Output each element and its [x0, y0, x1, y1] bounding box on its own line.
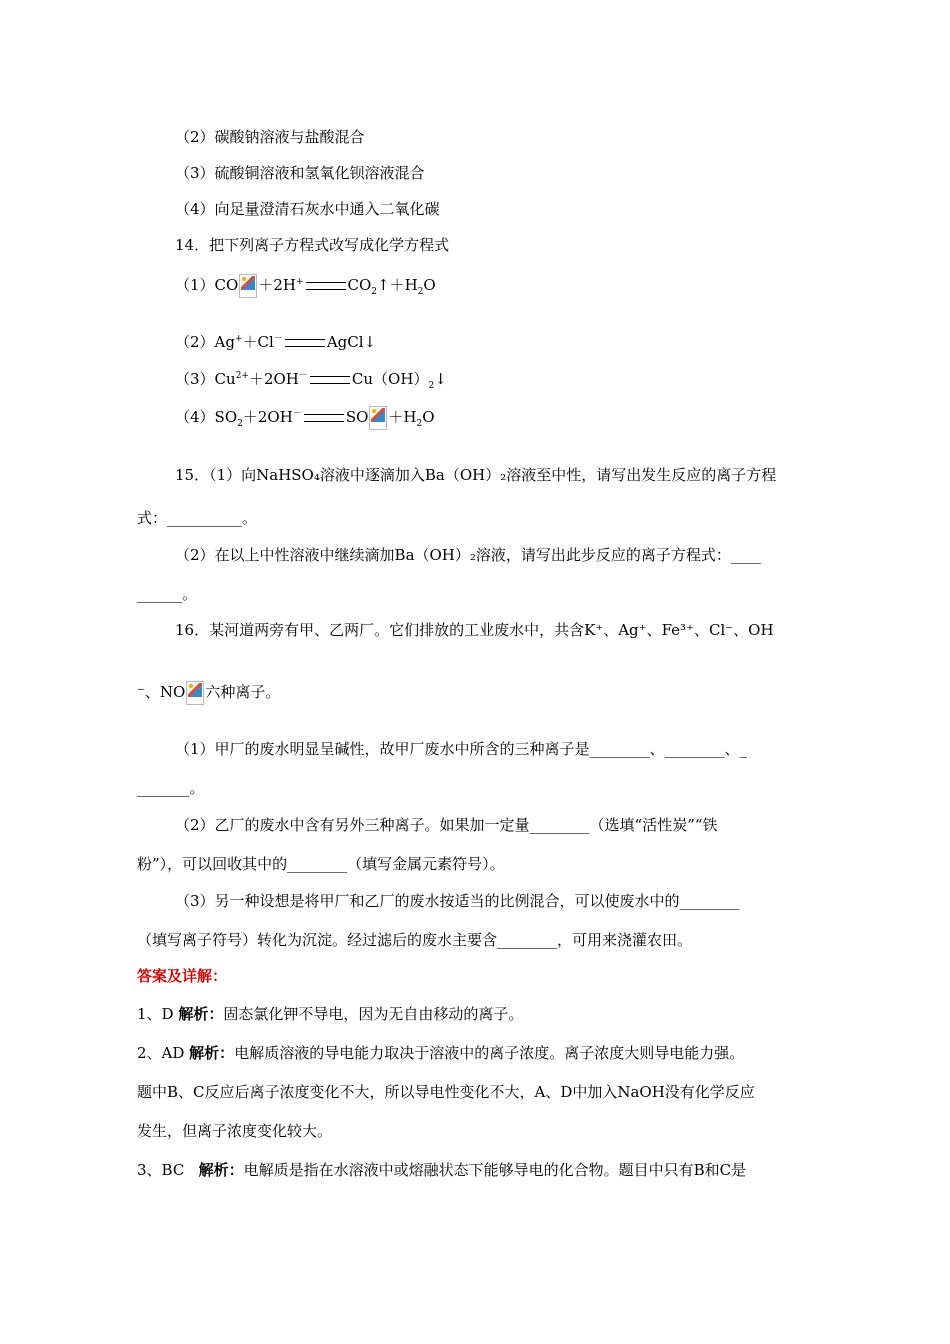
q16-sub2: （2）乙厂的废水中含有另外三种离子。如果加一定量________（选填“活性炭”“铁 — [175, 816, 718, 834]
answer-2-tag: 解析： — [189, 1044, 235, 1062]
equals-sign — [285, 339, 325, 347]
equals-sign — [306, 282, 346, 290]
q16-sub2-cont: 粉”），可以回收其中的________（填写金属元素符号）。 — [137, 855, 505, 873]
q16-sub3: （3）另一种设想是将甲厂和乙厂的废水按适当的比例混合，可以使废水中的________ — [175, 892, 740, 910]
q16-sub3-cont: （填写离子符号）转化为沉淀。经过滤后的废水主要含________，可用来浇灌农田。 — [137, 931, 693, 949]
eq3-rhs-a: Cu（OH） — [351, 370, 429, 388]
broken-image-icon — [239, 274, 257, 298]
answer-2-text: 电解质溶液的导电能力取决于溶液中的离子浓度。离子浓度大则导电能力强。 — [234, 1044, 745, 1062]
answer-3-text: 电解质是指在水溶液中或熔融状态下能够导电的化合物。题目中只有B和C是 — [243, 1161, 747, 1179]
answer-3-num: 3、BC — [137, 1161, 199, 1179]
answer-2-line3: 发生，但离子浓度变化较大。 — [137, 1122, 333, 1140]
q13-item-4: （4）向足量澄清石灰水中通入二氧化碳 — [175, 200, 440, 218]
equals-sign — [310, 376, 350, 384]
eq2-lhs: （2）Ag — [175, 333, 235, 351]
q15-part1-cont: 式：__________。 — [137, 509, 258, 527]
q14-title: 14．把下列离子方程式改写成化学方程式 — [175, 236, 450, 254]
eq3-rhs-b: ↓ — [434, 370, 447, 388]
answer-2-line2: 题中B、C反应后离子浓度变化不大，所以导电性变化不大，A、D中加入NaOH没有化学反应 — [137, 1083, 755, 1101]
eq2-rhs: AgCl↓ — [326, 333, 377, 351]
eq4-rhs-c: O — [422, 408, 435, 426]
q14-eq3: $(3)Cu^{2+}+2OH^-$ $Cu(OH)_2↓$ — [175, 370, 447, 391]
answer-1 — [137, 1004, 523, 1024]
eq4-rhs-b: ＋H — [388, 408, 417, 426]
q13-item-3: （3）硫酸铜溶液和氢氧化钡溶液混合 — [175, 164, 425, 182]
eq1-mid: ＋2H — [258, 276, 296, 294]
eq3-lhs: （3）Cu — [175, 370, 236, 388]
q16-sub1: （1）甲厂的废水明显呈碱性，故甲厂废水中所含的三种离子是________、________、_ — [175, 740, 748, 758]
q15-part2: （2）在以上中性溶液中继续滴加Ba（OH）₂溶液，请写出此步反应的离子方程式：____ — [175, 546, 761, 564]
q15-part1: 15．（1）向NaHSO₄溶液中逐滴加入Ba（OH）₂溶液至中性，请写出发生反应的离子方程 — [175, 466, 777, 484]
broken-image-icon — [369, 406, 387, 430]
eq4-mid: ＋2OH — [242, 408, 293, 426]
eq2-mid: ＋Cl — [242, 333, 274, 351]
q16-ion-no: ⁻、NO — [137, 683, 186, 701]
eq1-rhs-c: O — [423, 276, 436, 294]
q13-item-2: （2）碳酸钠溶液与盐酸混合 — [175, 128, 365, 146]
answer-1-num: 1、D — [137, 1005, 179, 1023]
eq4-lhs: （4）SO — [175, 408, 238, 426]
q16-six-ions: 六种离子。 — [205, 683, 281, 701]
answer-1-tag: 解析： — [178, 1005, 224, 1023]
q16-intro: 16．某河道两旁有甲、乙两厂。它们排放的工业废水中，共含K⁺、Ag⁺、Fe³⁺、Cl⁻、OH — [175, 621, 774, 639]
q14-eq1: （1）CO ＋2H+ $CO_2↑+H_2O$ — [175, 276, 436, 297]
broken-image-icon — [186, 681, 204, 705]
eq4-rhs-a: SO — [345, 408, 369, 426]
answer-2 — [137, 1043, 744, 1063]
eq1-rhs-a: CO — [347, 276, 372, 294]
eq3-mid: ＋2OH — [248, 370, 299, 388]
answers-heading: 答案及详解： — [137, 967, 228, 985]
eq1-lhs: （1）CO — [175, 276, 239, 294]
q15-part2-cont: ______。 — [137, 585, 198, 603]
answer-1-text: 固态氯化钾不导电，因为无自由移动的离子。 — [223, 1005, 524, 1023]
q14-eq4: $(4)SO_2+2OH^-$ SO $+H_2O$ — [175, 408, 435, 429]
equals-sign — [304, 414, 344, 422]
eq3-charge: 2+ — [235, 371, 249, 381]
q16-sub1-cont: _______。 — [137, 779, 205, 797]
q16-intro-cont — [137, 681, 280, 705]
q14-eq2: （2）Ag+＋Cl－ AgCl↓ — [175, 333, 377, 351]
answer-3 — [137, 1160, 746, 1180]
eq1-rhs-b: ↑＋H — [377, 276, 418, 294]
answer-3-tag: 解析： — [198, 1161, 244, 1179]
answer-2-num: 2、AD — [137, 1044, 190, 1062]
